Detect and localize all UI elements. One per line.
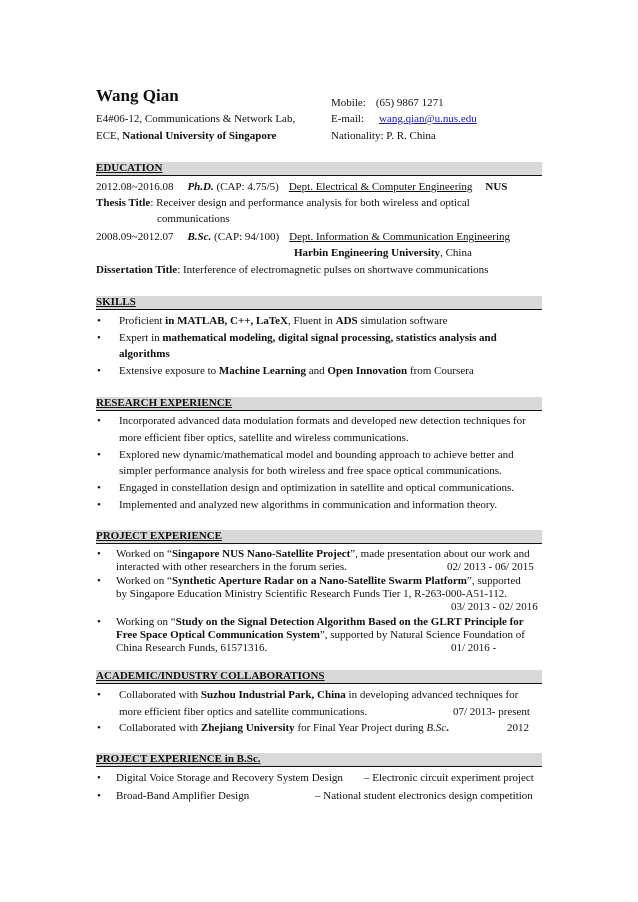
address-line-1: E4#06-12, Communications & Network Lab,	[96, 113, 296, 125]
research-item-2-cont: simpler performance analysis for both wireless and free space optical communications.	[119, 465, 502, 477]
bsc-dates: 2008.09~2012.07	[96, 231, 174, 243]
phd-dept: Dept. Electrical & Computer Engineering	[288, 181, 473, 193]
bsc-school-row	[294, 246, 472, 260]
project-item-3-cont	[116, 628, 525, 642]
bsc-project-2-desc: – National student electronics design competition	[315, 790, 533, 802]
thesis-label: Thesis Title	[96, 197, 151, 209]
text: Collaborated with	[119, 722, 201, 734]
bsc-dept: Dept. Information & Communication Engineering	[289, 231, 511, 243]
email-link[interactable]: wang.qian@u.nus.edu	[379, 113, 477, 125]
text: Worked on “	[116, 548, 172, 560]
project-item-3-cont-2: China Research Funds, 61571316.	[116, 642, 268, 654]
project-item-2-cont: by Singapore Education Ministry Scientific Research Funds Tier 1, R-263-000-A51-112.	[116, 588, 507, 600]
bsc-degree: B.Sc.	[187, 231, 212, 243]
research-item-4: Implemented and analyzed new algorithms in communication and information theory.	[119, 499, 498, 511]
project-item-1-cont: interacted with other researchers in the forum series.	[116, 561, 347, 573]
thesis-title-cont: communications	[157, 213, 230, 225]
research-item-1: Incorporated advanced data modulation formats and developed new detection techniques for	[119, 415, 526, 427]
section-projects-header	[96, 530, 542, 544]
text-bold: Free Space Optical Communication System	[116, 629, 320, 641]
text: in developing advanced techniques for	[345, 689, 519, 701]
section-title: PROJECT EXPERIENCE in B.Sc.	[96, 753, 261, 765]
section-title: EDUCATION	[96, 162, 163, 174]
skill-item-1	[119, 314, 448, 328]
email-label: E-mail:	[331, 113, 364, 125]
email-row	[331, 112, 477, 126]
text-bold: Zhejiang University	[200, 722, 295, 734]
bsc-row	[96, 230, 510, 244]
project-item-1-date: 02/ 2013 - 06/ 2015	[447, 561, 534, 573]
collab-item-1	[119, 688, 518, 702]
bullet: •	[97, 575, 101, 587]
section-education-header	[96, 162, 542, 176]
bullet: •	[97, 415, 101, 427]
project-item-2-date: 03/ 2013 - 02/ 2016	[451, 601, 538, 613]
bsc-country: , China	[440, 247, 472, 259]
address-prefix: ECE,	[96, 130, 123, 142]
collab-item-1-cont: more efficient fiber optics and satellite communications.	[119, 706, 368, 718]
section-title: PROJECT EXPERIENCE	[96, 530, 223, 542]
text-bold: in MATLAB, C++, LaTeX	[165, 315, 288, 327]
dissertation-label: Dissertation Title	[96, 264, 178, 276]
address-line-2	[96, 129, 276, 143]
section-research-header	[96, 397, 542, 411]
project-item-3	[116, 615, 524, 629]
text: and	[306, 365, 328, 377]
mobile-value: (65) 9867 1271	[375, 97, 444, 109]
bullet: •	[97, 772, 101, 784]
text: Worked on “	[116, 575, 172, 587]
bullet: •	[97, 315, 101, 327]
mobile-label: Mobile:	[331, 97, 366, 109]
text-bold: Suzhou Industrial Park, China	[200, 689, 346, 701]
bsc-school: Harbin Engineering University	[294, 247, 441, 259]
text: simulation software	[357, 315, 448, 327]
thesis-title	[96, 196, 470, 210]
nationality: Nationality: P. R. China	[331, 130, 436, 142]
text: Proficient	[119, 315, 166, 327]
text-bold: Machine Learning	[218, 365, 306, 377]
bullet: •	[97, 689, 101, 701]
dissertation-title	[96, 263, 488, 277]
bullet: •	[97, 722, 101, 734]
text-bold: Open Innovation	[327, 365, 408, 377]
phd-row	[96, 180, 507, 194]
text-bold: .	[446, 722, 449, 734]
bullet: •	[97, 499, 101, 511]
bullet: •	[97, 482, 101, 494]
collab-item-2	[119, 721, 449, 735]
address-school: National University of Singapore	[122, 130, 277, 142]
text-bold: Synthetic Aperture Radar on a Nano-Satellite Swarm Platform	[171, 575, 467, 587]
collab-item-1-date: 07/ 2013- present	[453, 706, 530, 718]
section-bsc-projects-header	[96, 753, 542, 767]
thesis-text: : Receiver design and performance analysis for both wireless and optical	[150, 197, 470, 209]
bullet: •	[97, 365, 101, 377]
section-title: RESEARCH EXPERIENCE	[96, 397, 232, 409]
research-item-1-cont: more efficient fiber optics, satellite and wireless communications.	[119, 432, 409, 444]
text-italic: B.Sc	[426, 722, 447, 734]
bullet: •	[97, 332, 101, 344]
text-bold: ADS	[335, 315, 358, 327]
collab-item-2-date: 2012	[507, 722, 529, 734]
text: ”, made presentation about our work and	[350, 548, 530, 560]
text: Expert in	[119, 332, 163, 344]
text-bold: Study on the Signal Detection Algorithm Based on the GLRT Principle for	[175, 616, 524, 628]
text-bold: mathematical modeling, digital signal processing, statistics analysis and	[162, 332, 497, 344]
mobile-row	[331, 96, 444, 110]
research-item-3: Engaged in constellation design and optimization in satellite and optical communications.	[119, 482, 514, 494]
skill-item-2	[119, 331, 497, 345]
bsc-project-1-name: Digital Voice Storage and Recovery System Design	[116, 772, 343, 784]
phd-cap: (CAP: 4.75/5)	[216, 181, 279, 193]
dissertation-text: : Interference of electromagnetic pulses on shortwave communications	[177, 264, 489, 276]
bullet: •	[97, 449, 101, 461]
section-title: SKILLS	[96, 296, 136, 308]
phd-dates: 2012.08~2016.08	[96, 181, 174, 193]
text: Collaborated with	[119, 689, 201, 701]
text: for Final Year Project during	[294, 722, 427, 734]
text: ”, supported by Natural Science Foundation of	[319, 629, 525, 641]
text: Extensive exposure to	[119, 365, 219, 377]
text: from Coursera	[407, 365, 474, 377]
section-collab-header	[96, 670, 542, 684]
text: ”, supported	[466, 575, 521, 587]
skill-item-2-cont: algorithms	[119, 348, 170, 360]
text: , Fluent in	[288, 315, 336, 327]
text-bold: Singapore NUS Nano-Satellite Project	[171, 548, 351, 560]
phd-degree: Ph.D.	[187, 181, 214, 193]
project-item-1	[116, 547, 530, 561]
bsc-cap: (CAP: 94/100)	[214, 231, 280, 243]
phd-school: NUS	[485, 181, 508, 193]
project-item-3-date: 01/ 2016 -	[451, 642, 497, 654]
bullet: •	[97, 790, 101, 802]
section-skills-header	[96, 296, 542, 310]
candidate-name: Wang Qian	[96, 86, 179, 105]
text: Working on “	[116, 616, 176, 628]
skill-item-3	[119, 364, 474, 378]
project-item-2	[116, 574, 521, 588]
bullet: •	[97, 548, 101, 560]
section-title: ACADEMIC/INDUSTRY COLLABORATIONS	[96, 670, 325, 682]
bullet: •	[97, 616, 101, 628]
bsc-project-2-name: Broad-Band Amplifier Design	[116, 790, 250, 802]
research-item-2: Explored new dynamic/mathematical model and bounding approach to achieve better and	[119, 449, 514, 461]
bsc-project-1-desc: – Electronic circuit experiment project	[364, 772, 534, 784]
